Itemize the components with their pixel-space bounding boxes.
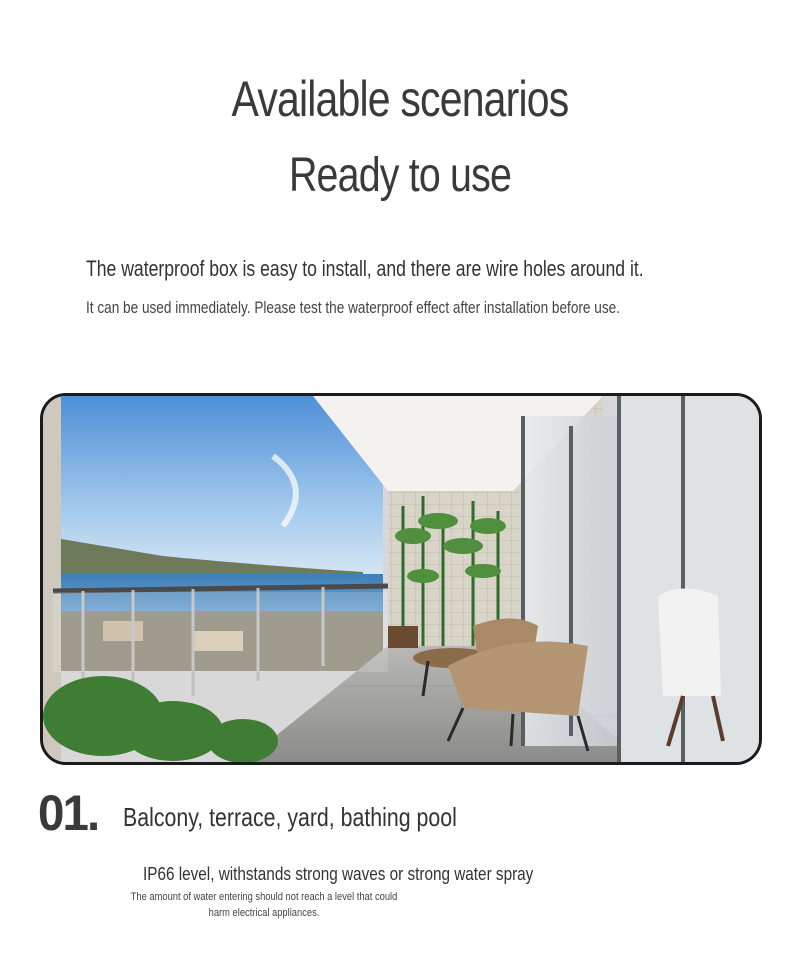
balcony-scene-image xyxy=(40,393,762,765)
scenario-number: 01. xyxy=(38,785,99,841)
balcony-photo-icon xyxy=(43,396,759,762)
page-subtitle: Ready to use xyxy=(288,149,512,202)
scenario-feature: IP66 level, withstands strong waves or strong water spray xyxy=(143,864,534,884)
intro-text-secondary: It can be used immediately. Please test the waterproof effect after installation before use. xyxy=(86,298,620,317)
page-title: Available scenarios xyxy=(231,71,569,127)
scenario-title: Balcony, terrace, yard, bathing pool xyxy=(123,802,457,832)
scenario-note: The amount of water entering should not reach a level that could harm electrical appliances. xyxy=(130,891,398,919)
intro-text-primary: The waterproof box is easy to install, and there are wire holes around it. xyxy=(86,256,644,281)
